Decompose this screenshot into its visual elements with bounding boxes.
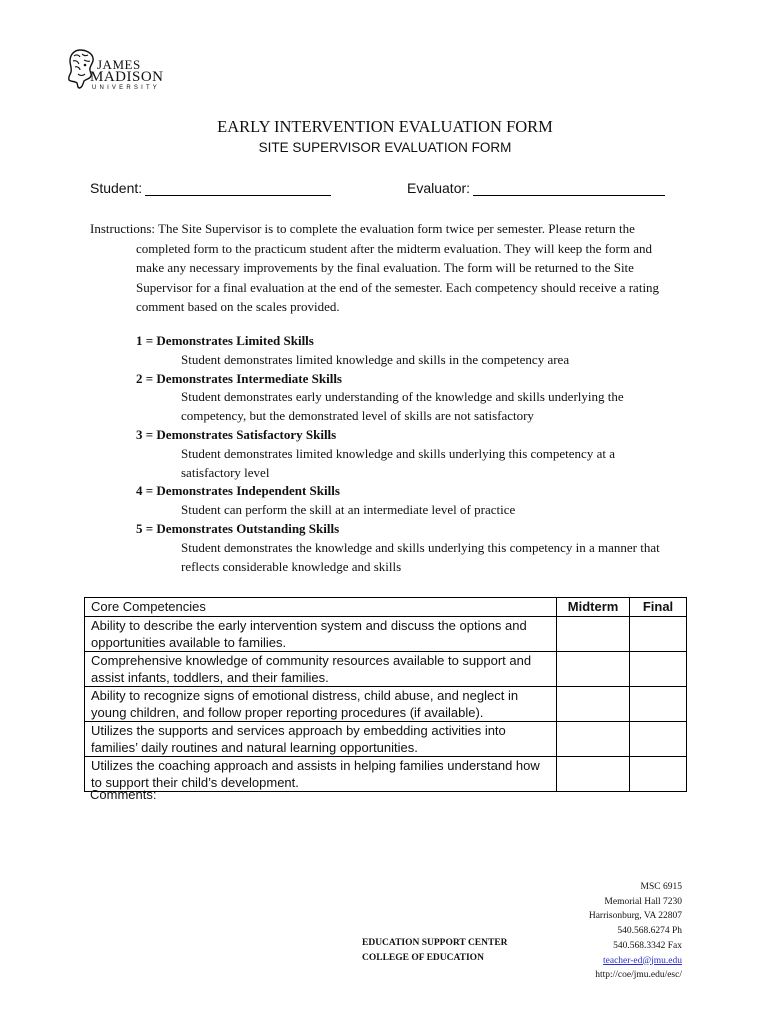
scale-heading: 3 = Demonstrates Satisfactory Skills [136,426,337,442]
footer-department [362,936,508,965]
footer-center-line: EDUCATION SUPPORT CENTER [362,938,508,948]
header-competencies: Core Competencies [85,598,557,617]
scale-item [136,482,676,520]
evaluator-field [407,180,665,196]
footer-address [589,880,682,983]
scale-item [136,426,676,482]
final-cell[interactable] [630,687,687,722]
table-row [85,617,687,652]
scale-description: Student can perform the skill at an intermediate level of practice [181,502,516,518]
scale-description: Student demonstrates early understanding of the knowledge and skills underlying the competency, but the demonstrated level of skills are not satisfactory [181,389,624,424]
final-cell[interactable] [630,757,687,792]
logo-university: UNIVERSITY [92,85,161,91]
phone-line: 540.568.6274 Ph [617,926,682,937]
fax-line: 540.568.3342 Fax [613,940,682,951]
competency-text: Ability to describe the early intervention system and discuss the options and opportunities available to families. [85,617,557,652]
student-label: Student: [90,180,143,196]
competency-text: Utilizes the coaching approach and assists in helping families understand how to support their child’s development. [85,757,557,792]
evaluator-label: Evaluator: [407,180,471,196]
scale-heading: 5 = Demonstrates Outstanding Skills [136,520,340,536]
scale-heading: 1 = Demonstrates Limited Skills [136,333,314,348]
scale-heading: 4 = Demonstrates Independent Skills [136,483,340,499]
website-line: http://coe/jmu.edu/esc/ [595,970,682,981]
page-subtitle: SITE SUPERVISOR EVALUATION FORM [258,140,512,155]
scale-item [136,332,676,370]
jmu-logo [66,46,176,94]
midterm-cell[interactable] [557,722,630,757]
instructions-paragraph: Instructions: The Site Supervisor is to complete the evaluation form twice per semester. Please return the completed form to the practicum student after the midterm evaluation. They will keep the form and make any necessary improvements by the final evaluation. The form will be returned to the Site Supervisor for a final evaluation at the end of the semester. Each competency should receive a rating comment based on the scales provided. [90,221,660,314]
email-link[interactable]: teacher-ed@jmu.edu [603,955,682,966]
scale-item [136,370,676,426]
table-row [85,652,687,687]
midterm-cell[interactable] [557,757,630,792]
final-cell[interactable] [630,617,687,652]
comments-label: Comments: [90,787,157,802]
scale-description: Student demonstrates the knowledge and skills underlying this competency in a manner that reflects considerable knowledge and skills [181,539,660,574]
address-line: Harrisonburg, VA 22807 [588,911,682,922]
final-cell[interactable] [630,652,687,687]
midterm-cell[interactable] [557,617,630,652]
competency-table [84,597,687,792]
student-field [90,180,331,196]
midterm-cell[interactable] [557,652,630,687]
header-final: Final [630,598,687,617]
address-line: MSC 6915 [640,882,682,892]
competency-text: Utilizes the supports and services approach by embedding activities into families’ daily routines and natural learning opportunities. [85,722,557,757]
table-row [85,722,687,757]
table-row [85,687,687,722]
student-input-line[interactable] [145,181,331,196]
table-header-row [85,598,687,617]
midterm-cell[interactable] [557,687,630,722]
logo-james: JAMES [97,57,141,72]
table-row [85,757,687,792]
competency-text: Comprehensive knowledge of community resources available to support and assist infants, toddlers, and their families. [85,652,557,687]
page-title: EARLY INTERVENTION EVALUATION FORM [217,117,553,136]
footer-college-line: COLLEGE OF EDUCATION [362,952,484,963]
logo-madison: MADISON [90,69,164,85]
competency-text: Ability to recognize signs of emotional distress, child abuse, and neglect in young children, and follow proper reporting procedures (if available). [85,687,557,722]
scale-description: Student demonstrates limited knowledge and skills in the competency area [181,351,570,367]
scale-description: Student demonstrates limited knowledge and skills underlying this competency at a satisfactory level [181,445,615,480]
scale-heading: 2 = Demonstrates Intermediate Skills [136,370,342,386]
header-midterm: Midterm [557,598,630,617]
rating-scale [136,332,676,576]
evaluator-input-line[interactable] [473,181,665,196]
scale-item [136,520,676,576]
address-line: Memorial Hall 7230 [604,896,682,907]
final-cell[interactable] [630,722,687,757]
